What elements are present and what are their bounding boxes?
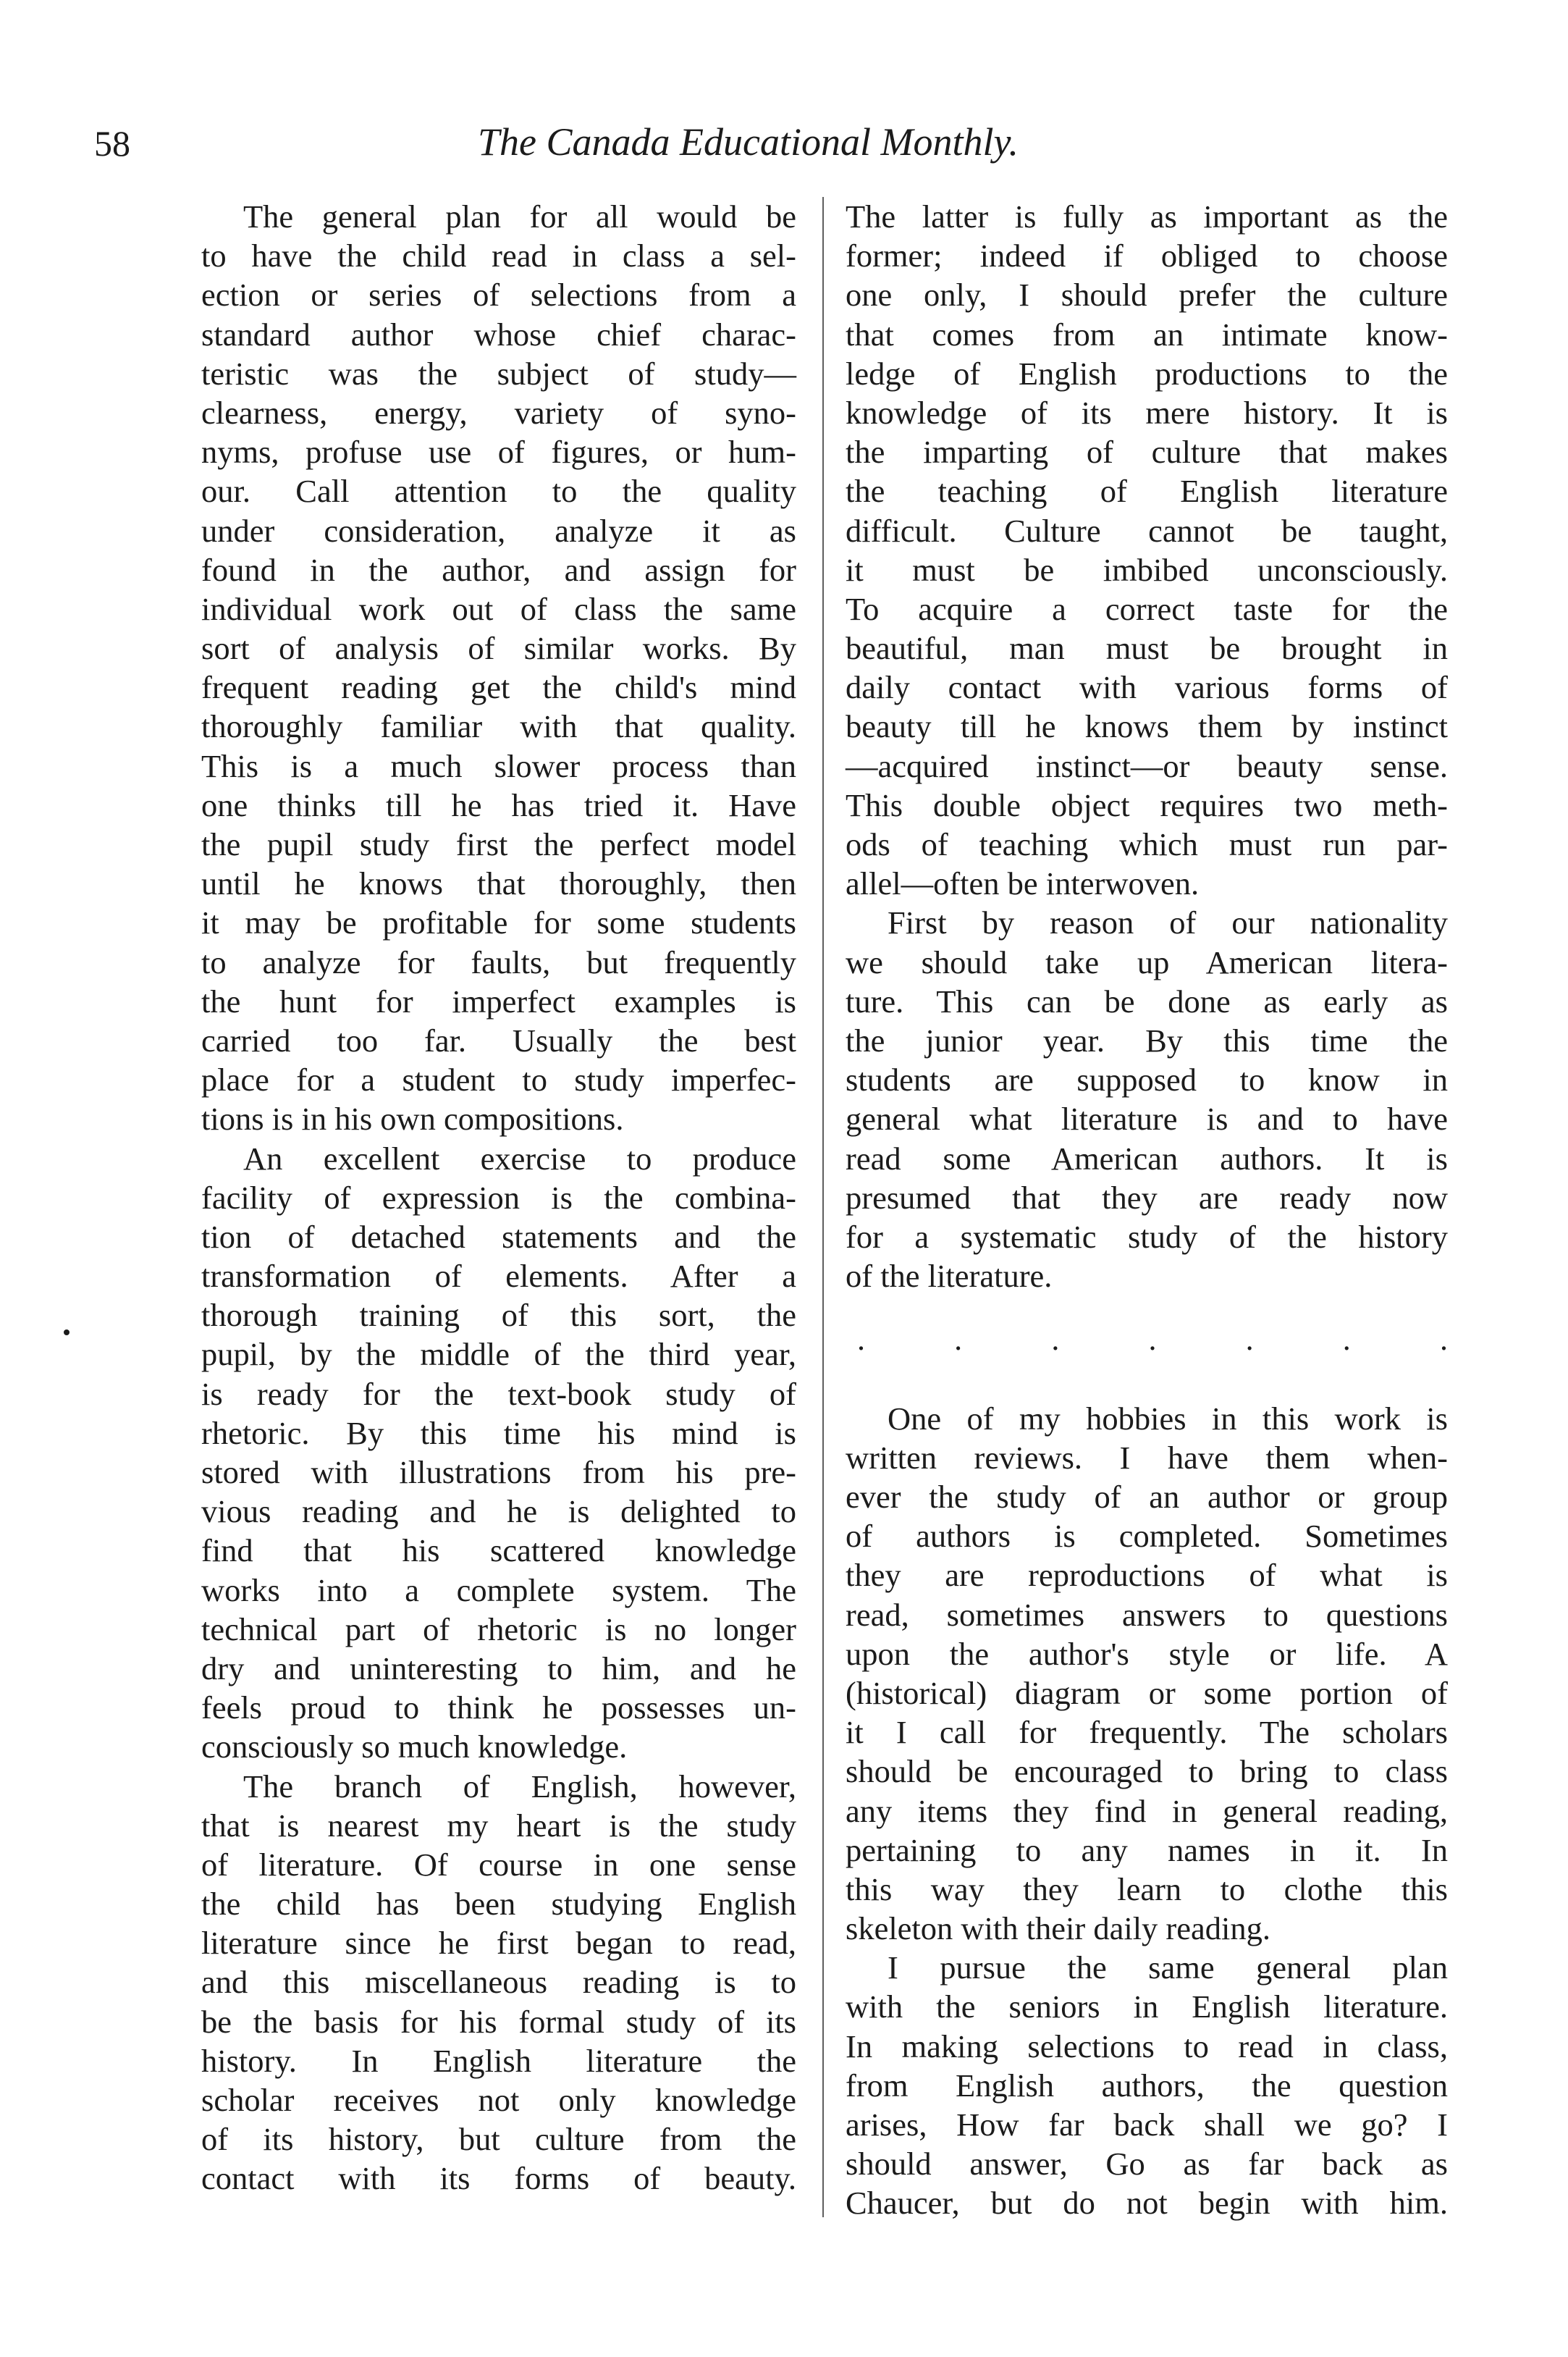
text-line: presumed that they are ready now xyxy=(846,1179,1448,1216)
text-line: transformation of elements. After a xyxy=(201,1258,796,1295)
text-line: daily contact with various forms of xyxy=(846,669,1448,706)
text-line: tions is in his own compositions. xyxy=(201,1101,624,1138)
text-line: from English authors, the question xyxy=(846,2067,1448,2104)
text-line: ection or series of selections from a xyxy=(201,277,796,314)
text-line: that is nearest my heart is the study xyxy=(201,1807,796,1844)
text-line: the imparting of culture that makes xyxy=(846,434,1448,471)
text-line: should answer, Go as far back as xyxy=(846,2146,1448,2182)
text-line: This is a much slower process than xyxy=(201,747,796,784)
text-line: stored with illustrations from his pre- xyxy=(201,1454,796,1490)
text-line: dry and uninteresting to him, and he xyxy=(201,1650,796,1686)
ellipsis-dot: . xyxy=(1439,1322,1448,1358)
ellipsis-dot: . xyxy=(1051,1322,1060,1358)
text-line: knowledge of its mere history. It is xyxy=(846,394,1448,431)
text-line: found in the author, and assign for xyxy=(201,551,796,588)
text-line: ledge of English productions to the xyxy=(846,355,1448,392)
text-line: students are supposed to know in xyxy=(846,1062,1448,1098)
text-line: The branch of English, however, xyxy=(243,1768,796,1804)
text-line: facility of expression is the combina- xyxy=(201,1179,796,1216)
text-line: beautiful, man must be brought in xyxy=(846,630,1448,667)
text-line: this way they learn to clothe this xyxy=(846,1870,1448,1907)
text-line: general what literature is and to have xyxy=(846,1101,1448,1138)
text-line: sort of analysis of similar works. By xyxy=(201,630,796,667)
column-divider xyxy=(822,197,824,2217)
text-line: Chaucer, but do not begin with him. xyxy=(846,2185,1448,2222)
text-line: technical part of rhetoric is no longer xyxy=(201,1610,796,1647)
text-line: of the literature. xyxy=(846,1258,1053,1295)
text-line: the hunt for imperfect examples is xyxy=(201,983,796,1020)
text-line: consciously so much knowledge. xyxy=(201,1728,628,1765)
text-line: frequent reading get the child's mind xyxy=(201,669,796,706)
text-line: read some American authors. It is xyxy=(846,1140,1448,1177)
text-line: find that his scattered knowledge xyxy=(201,1532,796,1569)
text-line: the pupil study first the perfect model xyxy=(201,826,796,862)
text-line: read, sometimes answers to questions xyxy=(846,1596,1448,1633)
text-line: teristic was the subject of study— xyxy=(201,355,796,392)
text-line: beauty till he knows them by instinct xyxy=(846,708,1448,745)
text-line: with the seniors in English literature. xyxy=(846,1988,1448,2025)
text-line: the teaching of English literature xyxy=(846,473,1448,510)
text-line: To acquire a correct taste for the xyxy=(846,590,1448,627)
text-line: place for a student to study imperfec- xyxy=(201,1062,796,1098)
text-line: scholar receives not only knowledge xyxy=(201,2082,796,2118)
text-line: and this miscellaneous reading is to xyxy=(201,1964,796,2001)
text-line: In making selections to read in class, xyxy=(846,2028,1448,2064)
text-line: feels proud to think he possesses un- xyxy=(201,1689,796,1726)
text-line: be the basis for his formal study of its xyxy=(201,2003,796,2040)
text-line: upon the author's style or life. A xyxy=(846,1635,1448,1672)
text-line: An excellent exercise to produce xyxy=(243,1140,796,1177)
margin-speck xyxy=(64,1329,69,1335)
text-line: carried too far. Usually the best xyxy=(201,1022,796,1059)
text-line: tion of detached statements and the xyxy=(201,1218,796,1255)
text-line: First by reason of our nationality xyxy=(888,904,1448,941)
text-line: under consideration, analyze it as xyxy=(201,512,796,549)
text-line: history. In English literature the xyxy=(201,2042,796,2079)
text-line: the child has been studying English xyxy=(201,1886,796,1923)
text-line: vious reading and he is delighted to xyxy=(201,1493,796,1530)
text-line: our. Call attention to the quality xyxy=(201,473,796,510)
text-line: allel—often be interwoven. xyxy=(846,865,1200,902)
text-line: any items they find in general reading, xyxy=(846,1792,1448,1829)
text-line: ods of teaching which must run par- xyxy=(846,826,1448,862)
text-line: I pursue the same general plan xyxy=(888,1949,1448,1986)
text-line: skeleton with their daily reading. xyxy=(846,1910,1270,1947)
ellipsis-dot: . xyxy=(1148,1322,1157,1358)
text-line: written reviews. I have them when- xyxy=(846,1439,1448,1476)
text-line: ture. This can be done as early as xyxy=(846,983,1448,1020)
text-line: is ready for the text-book study of xyxy=(201,1375,796,1412)
text-line: we should take up American litera- xyxy=(846,944,1448,980)
text-line: difficult. Culture cannot be taught, xyxy=(846,512,1448,549)
text-line: one only, I should prefer the culture xyxy=(846,277,1448,314)
text-line: it may be profitable for some students xyxy=(201,904,796,941)
text-line: works into a complete system. The xyxy=(201,1571,796,1608)
text-line: pupil, by the middle of the third year, xyxy=(201,1336,796,1373)
text-line: contact with its forms of beauty. xyxy=(201,2160,796,2197)
text-line: the junior year. By this time the xyxy=(846,1022,1448,1059)
text-line: of its history, but culture from the xyxy=(201,2121,796,2158)
text-line: standard author whose chief charac- xyxy=(201,316,796,353)
spacer xyxy=(846,1295,1448,1320)
text-line: of authors is completed. Sometimes xyxy=(846,1518,1448,1555)
text-line: one thinks till he has tried it. Have xyxy=(201,786,796,823)
text-line: of literature. Of course in one sense xyxy=(201,1846,796,1883)
text-line: until he knows that thoroughly, then xyxy=(201,865,796,902)
text-line: clearness, energy, variety of syno- xyxy=(201,394,796,431)
text-line: The general plan for all would be xyxy=(243,198,796,235)
spacer xyxy=(846,1359,1448,1398)
text-line: individual work out of class the same xyxy=(201,590,796,627)
text-line: thoroughly familiar with that quality. xyxy=(201,708,796,745)
text-line: for a systematic study of the history xyxy=(846,1218,1448,1255)
text-line: The latter is fully as important as the xyxy=(846,198,1448,235)
text-line: they are reproductions of what is xyxy=(846,1557,1448,1594)
text-line: literature since he first began to read, xyxy=(201,1925,796,1962)
text-line: former; indeed if obliged to choose xyxy=(846,238,1448,274)
running-title: The Canada Educational Monthly. xyxy=(478,120,1019,164)
text-line: to analyze for faults, but frequently xyxy=(201,944,796,980)
page-number: 58 xyxy=(94,123,130,164)
text-line: This double object requires two meth- xyxy=(846,786,1448,823)
text-line: pertaining to any names in it. In xyxy=(846,1831,1448,1868)
ellipsis-dot: . xyxy=(1245,1322,1254,1358)
text-line: One of my hobbies in this work is xyxy=(888,1400,1448,1437)
text-line: (historical) diagram or some portion of xyxy=(846,1674,1448,1711)
ellipsis-row xyxy=(846,1320,1448,1359)
right-column xyxy=(846,197,1448,2223)
text-line: it I call for frequently. The scholars xyxy=(846,1714,1448,1751)
text-line: —acquired instinct—or beauty sense. xyxy=(846,747,1448,784)
left-column xyxy=(201,197,796,2198)
text-line: rhetoric. By this time his mind is xyxy=(201,1414,796,1451)
text-line: should be encouraged to bring to class xyxy=(846,1753,1448,1790)
text-line: thorough training of this sort, the xyxy=(201,1297,796,1334)
ellipsis-dot: . xyxy=(857,1322,865,1358)
text-line: ever the study of an author or group xyxy=(846,1479,1448,1515)
text-line: nyms, profuse use of figures, or hum- xyxy=(201,434,796,471)
text-line: arises, How far back shall we go? I xyxy=(846,2106,1448,2143)
ellipsis-dot: . xyxy=(1342,1322,1351,1358)
text-line: it must be imbibed unconsciously. xyxy=(846,551,1448,588)
text-line: that comes from an intimate know- xyxy=(846,316,1448,353)
text-line: to have the child read in class a sel- xyxy=(201,238,796,274)
ellipsis-dot: . xyxy=(954,1322,963,1358)
